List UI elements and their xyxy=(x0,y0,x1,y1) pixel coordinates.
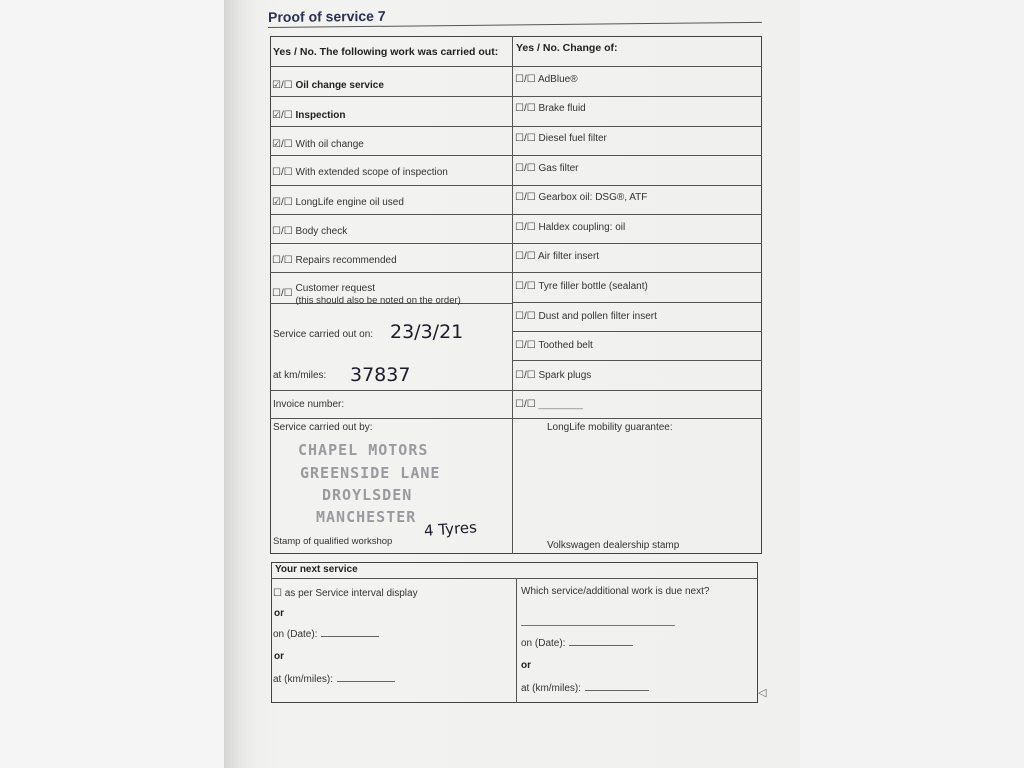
carried-out-by-label: Service carried out by: xyxy=(273,422,373,433)
mileage-label: at km/miles: xyxy=(273,370,327,381)
left-item-with-oil-change[interactable]: ☑/☐ With oil change xyxy=(272,139,364,150)
mileage-blank-line[interactable] xyxy=(337,681,395,682)
left-item-inspection[interactable]: ☑/☐ Inspection xyxy=(272,110,346,121)
workshop-stamp-caption: Stamp of qualified workshop xyxy=(273,536,393,547)
workshop-stamp-line: MANCHESTER xyxy=(316,508,417,526)
checkbox-icon[interactable]: ☐/☐ xyxy=(272,226,293,237)
right-item-haldex[interactable]: ☐/☐ Haldex coupling: oil xyxy=(515,222,626,233)
background-right xyxy=(800,0,1024,768)
header-rule xyxy=(270,66,762,67)
right-item-pollen-filter[interactable]: ☐/☐ Dust and pollen filter insert xyxy=(515,311,657,322)
checkbox-icon[interactable]: ☐/☐ xyxy=(515,340,536,351)
left-row-rule xyxy=(270,243,512,244)
right-row-rule xyxy=(512,185,762,186)
checkbox-icon[interactable]: ☐/☐ xyxy=(515,251,536,262)
left-item-customer-request[interactable] xyxy=(272,283,461,307)
right-row-rule xyxy=(512,272,762,273)
checkbox-icon[interactable]: ☑/☐ xyxy=(272,80,293,91)
checkbox-icon[interactable]: ☐/☐ xyxy=(515,103,536,114)
right-item-diesel-filter[interactable]: ☐/☐ Diesel fuel filter xyxy=(515,133,607,144)
right-item-air-filter[interactable]: ☐/☐ Air filter insert xyxy=(515,251,600,262)
left-row-rule xyxy=(270,214,512,215)
right-row-rule xyxy=(512,243,762,244)
service-date-label: Service carried out on: xyxy=(273,329,374,340)
right-item-spark-plugs[interactable]: ☐/☐ Spark plugs xyxy=(515,370,592,381)
customer-request-text: Customer request (this should also be noted on the order) xyxy=(295,283,461,306)
checkbox-icon[interactable]: ☐/☐ xyxy=(515,74,536,85)
checkbox-icon[interactable]: ☐/☐ xyxy=(272,255,293,266)
left-row-rule xyxy=(270,272,512,273)
right-row-rule xyxy=(512,214,762,215)
left-item-body-check[interactable]: ☐/☐ Body check xyxy=(272,226,348,237)
checkbox-icon[interactable]: ☐/☐ xyxy=(515,281,536,292)
next-service-divider xyxy=(516,578,517,703)
date-blank-line[interactable] xyxy=(321,636,379,637)
right-next-date-field[interactable]: on (Date): xyxy=(521,638,633,650)
invoice-label: Invoice number: xyxy=(273,399,345,410)
left-row-rule xyxy=(270,155,512,156)
dealer-stamp-caption: Volkswagen dealership stamp xyxy=(547,540,680,551)
next-date-field[interactable]: on (Date): xyxy=(273,629,379,641)
right-item-gearbox-oil[interactable]: ☐/☐ Gearbox oil: DSG®, ATF xyxy=(515,192,648,203)
left-item-longlife-oil[interactable]: ☑/☐ LongLife engine oil used xyxy=(272,197,404,208)
right-item-adblue[interactable]: ☐/☐ AdBlue® xyxy=(515,74,578,85)
date-blank-line[interactable] xyxy=(569,645,633,646)
checkbox-icon[interactable]: ☑/☐ xyxy=(272,110,293,121)
left-row-rule xyxy=(270,185,512,186)
or-text: or xyxy=(274,608,284,619)
which-work-blank-line[interactable] xyxy=(521,625,675,626)
left-item-oil-change[interactable]: ☑/☐ Oil change service xyxy=(272,80,384,91)
right-item-tyre-filler[interactable]: ☐/☐ Tyre filler bottle (sealant) xyxy=(515,281,648,292)
mileage-blank-line[interactable] xyxy=(585,690,649,691)
page-title: Proof of service 7 xyxy=(268,7,386,25)
right-row-rule xyxy=(512,126,762,127)
column-divider xyxy=(512,36,513,554)
right-row-rule xyxy=(512,302,762,303)
page-spine-shadow xyxy=(224,0,254,768)
left-row-rule xyxy=(270,418,512,419)
background-left xyxy=(0,0,224,768)
left-item-extended-inspection[interactable]: ☐/☐ With extended scope of inspection xyxy=(272,167,448,178)
right-row-rule xyxy=(512,96,762,97)
right-item-toothed-belt[interactable]: ☐/☐ Toothed belt xyxy=(515,340,593,351)
left-row-rule xyxy=(270,126,512,127)
right-next-mileage-field[interactable]: at (km/miles): xyxy=(521,683,649,695)
or-text: or xyxy=(521,660,531,671)
next-mileage-field[interactable]: at (km/miles): xyxy=(273,674,395,686)
right-row-rule xyxy=(512,155,762,156)
workshop-stamp-line: GREENSIDE LANE xyxy=(300,464,441,482)
right-column-header: Yes / No. Change of: xyxy=(516,42,618,54)
which-work-question: Which service/additional work is due next? xyxy=(521,586,710,597)
mileage-value[interactable]: 37837 xyxy=(350,364,411,386)
checkbox-icon[interactable]: ☐/☐ xyxy=(515,222,536,233)
right-row-rule xyxy=(512,390,762,391)
checkbox-icon[interactable]: ☑/☐ xyxy=(272,139,293,150)
stamp-handwritten-note: 4 Tyres xyxy=(423,518,478,540)
option-interval-display[interactable]: ☐ as per Service interval display xyxy=(273,588,418,599)
left-column-header: Yes / No. The following work was carried out: xyxy=(273,46,499,58)
checkbox-icon[interactable]: ☐/☐ xyxy=(515,163,536,174)
right-row-rule xyxy=(512,418,762,419)
left-item-repairs[interactable]: ☐/☐ Repairs recommended xyxy=(272,255,397,266)
left-row-rule xyxy=(270,390,512,391)
right-row-rule xyxy=(512,331,762,332)
or-text: or xyxy=(274,651,284,662)
checkbox-icon[interactable]: ☐/☐ xyxy=(515,192,536,203)
checkbox-icon[interactable]: ☐/☐ xyxy=(515,370,536,381)
next-service-header: Your next service xyxy=(275,564,358,575)
checkbox-icon[interactable]: ☐/☐ xyxy=(272,288,293,299)
next-service-header-rule xyxy=(271,578,758,579)
workshop-stamp-line: CHAPEL MOTORS xyxy=(298,441,429,459)
checkbox-icon[interactable]: ☐/☐ xyxy=(515,311,536,322)
workshop-stamp-line: DROYLSDEN xyxy=(322,486,413,504)
checkbox-icon[interactable]: ☑/☐ xyxy=(272,197,293,208)
left-row-rule xyxy=(270,96,512,97)
right-row-rule xyxy=(512,360,762,361)
checkbox-icon[interactable]: ☐/☐ xyxy=(515,133,536,144)
right-item-blank[interactable]: ☐/☐ ________ xyxy=(515,399,583,410)
page-corner-arrow-icon: ◁ xyxy=(758,687,767,699)
checkbox-icon[interactable]: ☐/☐ xyxy=(272,167,293,178)
checkbox-icon[interactable]: ☐/☐ xyxy=(515,399,536,410)
longlife-guarantee-label: LongLife mobility guarantee: xyxy=(547,422,673,433)
right-item-brake-fluid[interactable]: ☐/☐ Brake fluid xyxy=(515,103,586,114)
right-item-gas-filter[interactable]: ☐/☐ Gas filter xyxy=(515,163,579,174)
service-date-value[interactable]: 23/3/21 xyxy=(390,321,464,343)
